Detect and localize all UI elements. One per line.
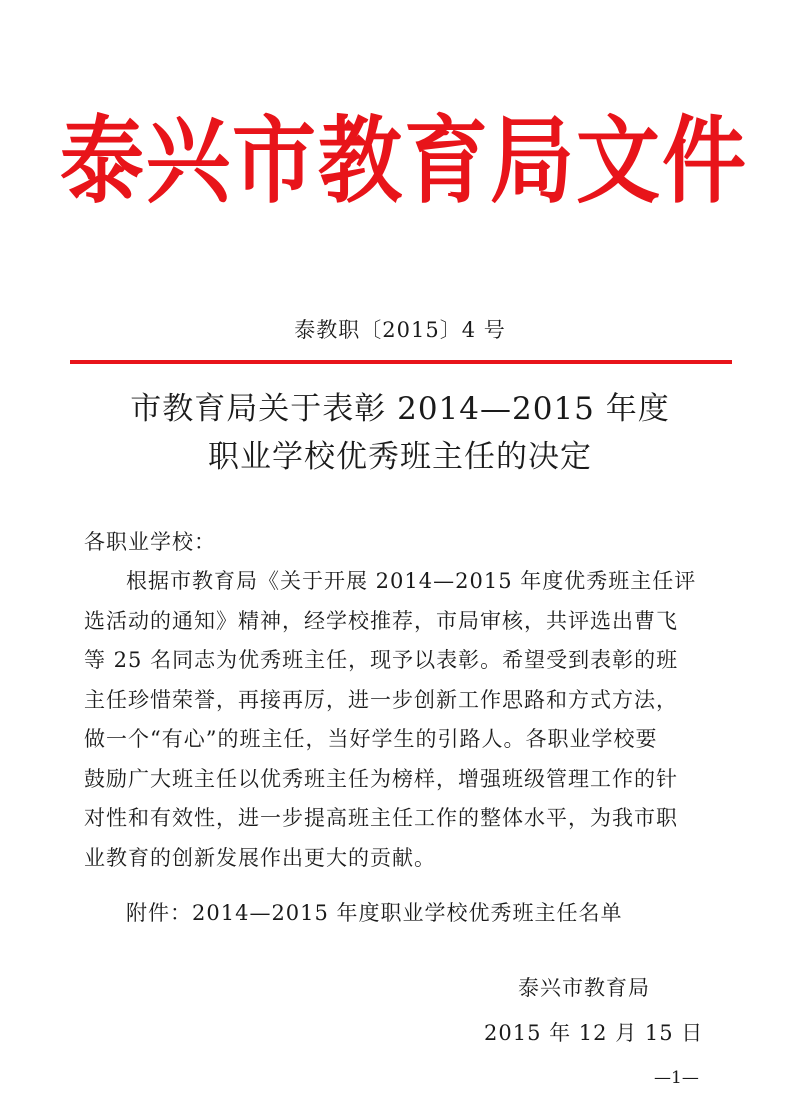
document-title-line-2: 职业学校优秀班主任的决定 — [208, 439, 592, 475]
document-number: 泰教职〔2015〕4 号 — [294, 318, 506, 342]
page-number: —1— — [654, 1068, 699, 1088]
body-line: 鼓励广大班主任以优秀班主任为榜样，增强班级管理工作的针 — [84, 766, 678, 791]
body-line: 业教育的创新发展作出更大的贡献。 — [84, 845, 436, 870]
body-paragraph — [84, 562, 724, 878]
masthead-title: 泰兴市教育局文件 — [60, 105, 749, 216]
document-title — [0, 385, 800, 481]
body-line: 主任珍惜荣誉，再接再厉，进一步创新工作思路和方式方法， — [84, 687, 678, 712]
body-line: 做一个“有心”的班主任，当好学生的引路人。各职业学校要 — [84, 727, 658, 751]
issue-date: 2015 年 12 月 15 日 — [484, 1021, 704, 1045]
body-line: 选活动的通知》精神，经学校推荐，市局审核，共评选出曹飞 — [84, 608, 678, 633]
document-title-line-1: 市教育局关于表彰 2014—2015 年度 — [130, 391, 670, 427]
issuer-signature: 泰兴市教育局 — [518, 976, 650, 1000]
body-line: 等 25 名同志为优秀班主任，现予以表彰。希望受到表彰的班 — [84, 648, 679, 672]
body-line: 根据市教育局《关于开展 2014—2015 年度优秀班主任评 — [126, 569, 697, 593]
salutation: 各职业学校： — [84, 530, 216, 554]
red-divider-line — [70, 360, 732, 364]
body-line: 对性和有效性，进一步提高班主任工作的整体水平，为我市职 — [84, 806, 678, 830]
attachment-note: 附件：2014—2015 年度职业学校优秀班主任名单 — [126, 901, 623, 925]
